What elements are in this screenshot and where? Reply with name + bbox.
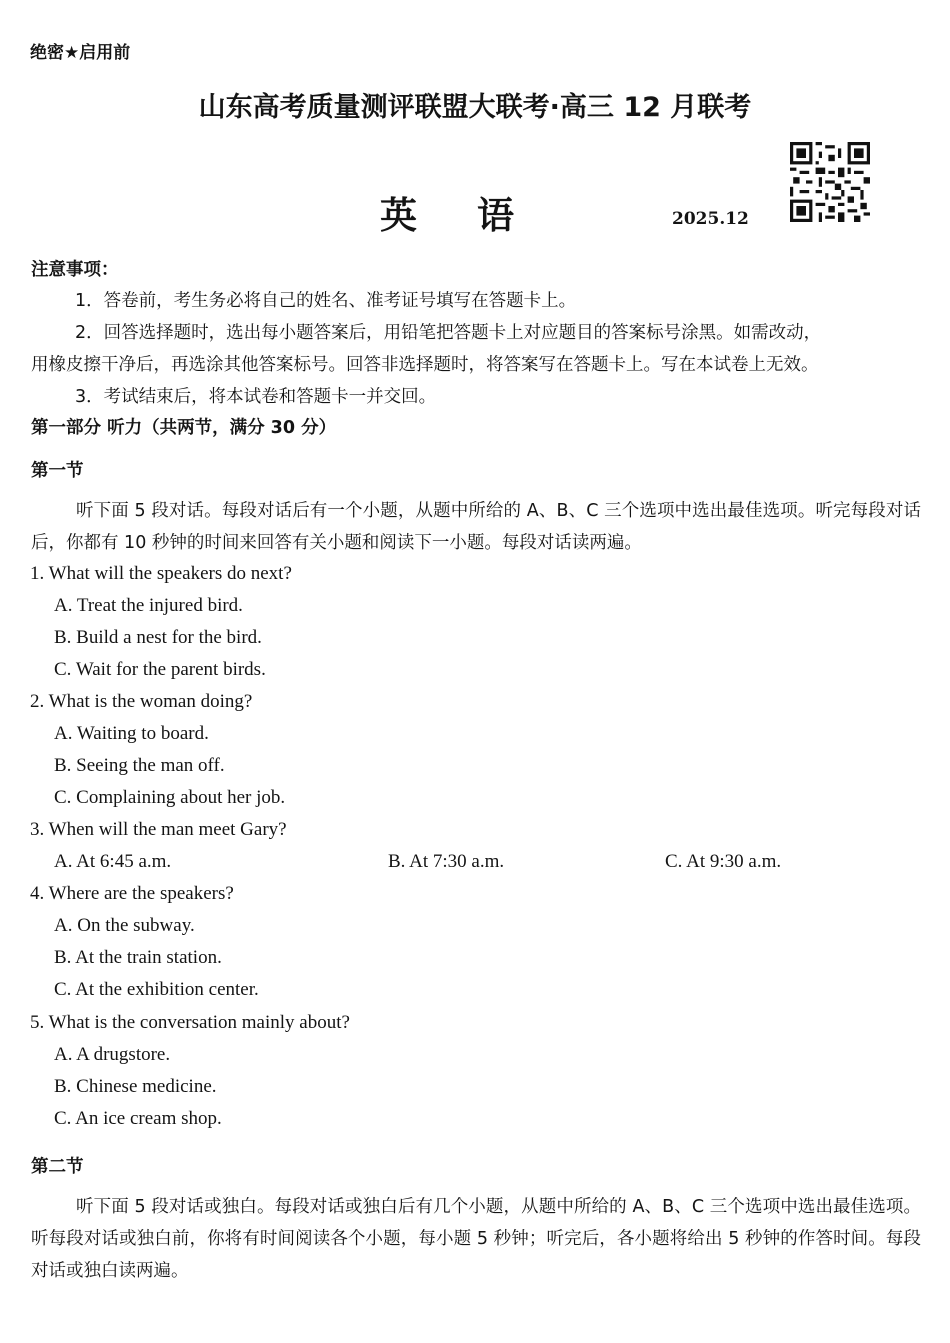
- option-5b: B. Chinese medicine.: [54, 1076, 217, 1097]
- confidential-label: 绝密★启用前: [30, 43, 131, 63]
- notice-item-3: 3．考试结束后，将本试卷和答题卡一并交回。: [75, 387, 437, 407]
- part1-heading: 第一部分 听力（共两节，满分 30 分）: [31, 418, 337, 438]
- option-4b: B. At the train station.: [54, 947, 222, 968]
- option-4a: A. On the subway.: [54, 915, 195, 936]
- section2-instructions: 听下面 5 段对话或独白。每段对话或独白后有几个小题，从题中所给的 A、B、C 三个选项中选出最佳选项。听每段对话或独白前，你将有时间阅读各个小题，每小题 5 秒钟；听完后，各小题将给出 5 秒钟的作答时间。每段对话或独白读两遍。: [31, 1197, 921, 1281]
- exam-title: 山东高考质量测评联盟大联考·高三 12 月联考: [198, 92, 752, 123]
- option-3b: B. At 7:30 a.m.: [388, 851, 505, 872]
- subject-title: 英语: [380, 194, 574, 237]
- option-5a: A. A drugstore.: [54, 1044, 171, 1065]
- exam-date: 2025.12: [672, 209, 749, 229]
- option-1c: C. Wait for the parent birds.: [54, 659, 266, 680]
- option-1a: A. Treat the injured bird.: [54, 595, 243, 616]
- question-2: 2. What is the woman doing?: [30, 691, 253, 712]
- notice-item-2-continued: 用橡皮擦干净后，再选涂其他答案标号。回答非选择题时，将答案写在答题卡上。写在本试卷上无效。: [31, 355, 819, 375]
- section2-heading: 第二节: [31, 1157, 84, 1177]
- question-1: 1. What will the speakers do next?: [30, 563, 292, 584]
- option-2a: A. Waiting to board.: [54, 723, 209, 744]
- option-3a: A. At 6:45 a.m.: [54, 851, 172, 872]
- option-2c: C. Complaining about her job.: [54, 787, 286, 808]
- question-3: 3. When will the man meet Gary?: [30, 819, 287, 840]
- notice-heading: 注意事项：: [31, 260, 119, 280]
- option-1b: B. Build a nest for the bird.: [54, 627, 262, 648]
- option-4c: C. At the exhibition center.: [54, 979, 259, 1000]
- section1-instructions: 听下面 5 段对话。每段对话后有一个小题，从题中所给的 A、B、C 三个选项中选出最佳选项。听完每段对话后，你都有 10 秒钟的时间来回答有关小题和阅读下一小题。每段对话读两遍。: [31, 501, 921, 553]
- question-4: 4. Where are the speakers?: [30, 883, 234, 904]
- question-5: 5. What is the conversation mainly about?: [30, 1012, 350, 1033]
- qr-code-icon: [790, 142, 870, 222]
- option-5c: C. An ice cream shop.: [54, 1108, 222, 1129]
- notice-item-2: 2．回答选择题时，选出每小题答案后，用铅笔把答题卡上对应题目的答案标号涂黑。如需改动，: [75, 323, 822, 343]
- section1-heading: 第一节: [31, 461, 84, 481]
- option-2b: B. Seeing the man off.: [54, 755, 225, 776]
- option-3c: C. At 9:30 a.m.: [665, 851, 782, 872]
- notice-item-1: 1．答卷前，考生务必将自己的姓名、准考证号填写在答题卡上。: [75, 291, 577, 311]
